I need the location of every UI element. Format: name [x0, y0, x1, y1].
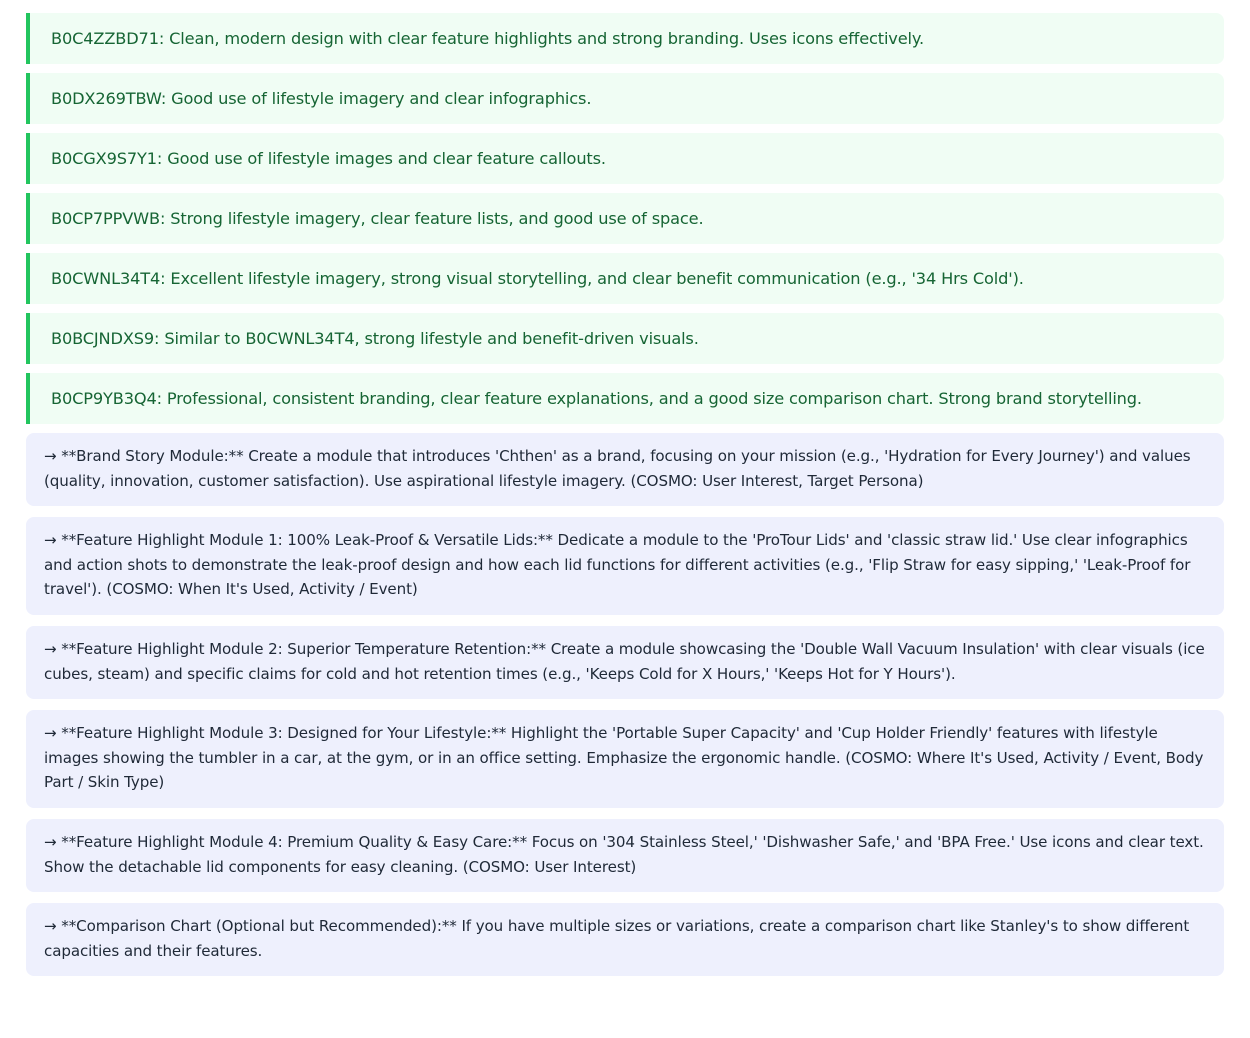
competitor-note: [26, 373, 1224, 424]
competitor-note: [26, 73, 1224, 124]
competitor-note-text: B0BCJNDXS9: Similar to B0CWNL34T4, strong lifestyle and benefit-driven visuals.: [51, 329, 699, 348]
recommendation-text: → **Brand Story Module:** Create a module that introduces 'Chthen' as a brand, focusing on your mission (e.g., 'Hydration for Every Journey') and values (quality, innovation, customer satisfaction). Use aspirational lifestyle imagery. (COSMO: User Interest, Target Persona): [44, 447, 1191, 490]
competitor-note-text: B0CP7PPVWB: Strong lifestyle imagery, clear feature lists, and good use of space.: [51, 209, 704, 228]
recommendation-item: [26, 433, 1224, 506]
competitor-note: [26, 253, 1224, 304]
competitor-note: [26, 133, 1224, 184]
recommendation-item: [26, 819, 1224, 892]
recommendations-list: [26, 433, 1224, 976]
recommendation-text: → **Comparison Chart (Optional but Recommended):** If you have multiple sizes or variations, create a comparison chart like Stanley's to show different capacities and their features.: [44, 917, 1190, 960]
recommendation-text: → **Feature Highlight Module 3: Designed for Your Lifestyle:** Highlight the 'Portable Super Capacity' and 'Cup Holder Friendly' features with lifestyle images showing the tumbler in a car, at the gym, or in an office setting. Emphasize the ergonomic handle. (COSMO: Where It's Used, Activity / Event, Body Part / Skin Type): [44, 724, 1204, 792]
competitor-notes-list: [26, 13, 1224, 424]
analysis-content: [26, 13, 1224, 987]
competitor-note-text: B0DX269TBW: Good use of lifestyle imagery and clear infographics.: [51, 89, 592, 108]
competitor-note: [26, 193, 1224, 244]
recommendation-item: [26, 710, 1224, 808]
competitor-note-text: B0CP9YB3Q4: Professional, consistent branding, clear feature explanations, and a good size comparison chart. Strong brand storytelling.: [51, 389, 1142, 408]
recommendation-item: [26, 626, 1224, 699]
recommendation-item: [26, 517, 1224, 615]
recommendation-text: → **Feature Highlight Module 1: 100% Leak-Proof & Versatile Lids:** Dedicate a module to the 'ProTour Lids' and 'classic straw lid.' Use clear infographics and action shots to demonstrate the leak-proof design and how each lid functions for different activities (e.g., 'Flip Straw for easy sipping,' 'Leak-Proof for travel'). (COSMO: When It's Used, Activity / Event): [44, 531, 1191, 599]
competitor-note-text: B0CGX9S7Y1: Good use of lifestyle images and clear feature callouts.: [51, 149, 606, 168]
competitor-note: [26, 13, 1224, 64]
recommendation-text: → **Feature Highlight Module 2: Superior Temperature Retention:** Create a module showcasing the 'Double Wall Vacuum Insulation' with clear visuals (ice cubes, steam) and specific claims for cold and hot retention times (e.g., 'Keeps Cold for X Hours,' 'Keeps Hot for Y Hours').: [44, 640, 1205, 683]
competitor-note: [26, 313, 1224, 364]
competitor-note-text: B0C4ZZBD71: Clean, modern design with clear feature highlights and strong branding. Uses icons effectively.: [51, 29, 925, 48]
recommendation-item: [26, 903, 1224, 976]
recommendation-text: → **Feature Highlight Module 4: Premium Quality & Easy Care:** Focus on '304 Stainless Steel,' 'Dishwasher Safe,' and 'BPA Free.' Use icons and clear text. Show the detachable lid components for easy cleaning. (COSMO: User Interest): [44, 833, 1204, 876]
competitor-note-text: B0CWNL34T4: Excellent lifestyle imagery, strong visual storytelling, and clear benefit communication (e.g., '34 Hrs Cold').: [51, 269, 1024, 288]
